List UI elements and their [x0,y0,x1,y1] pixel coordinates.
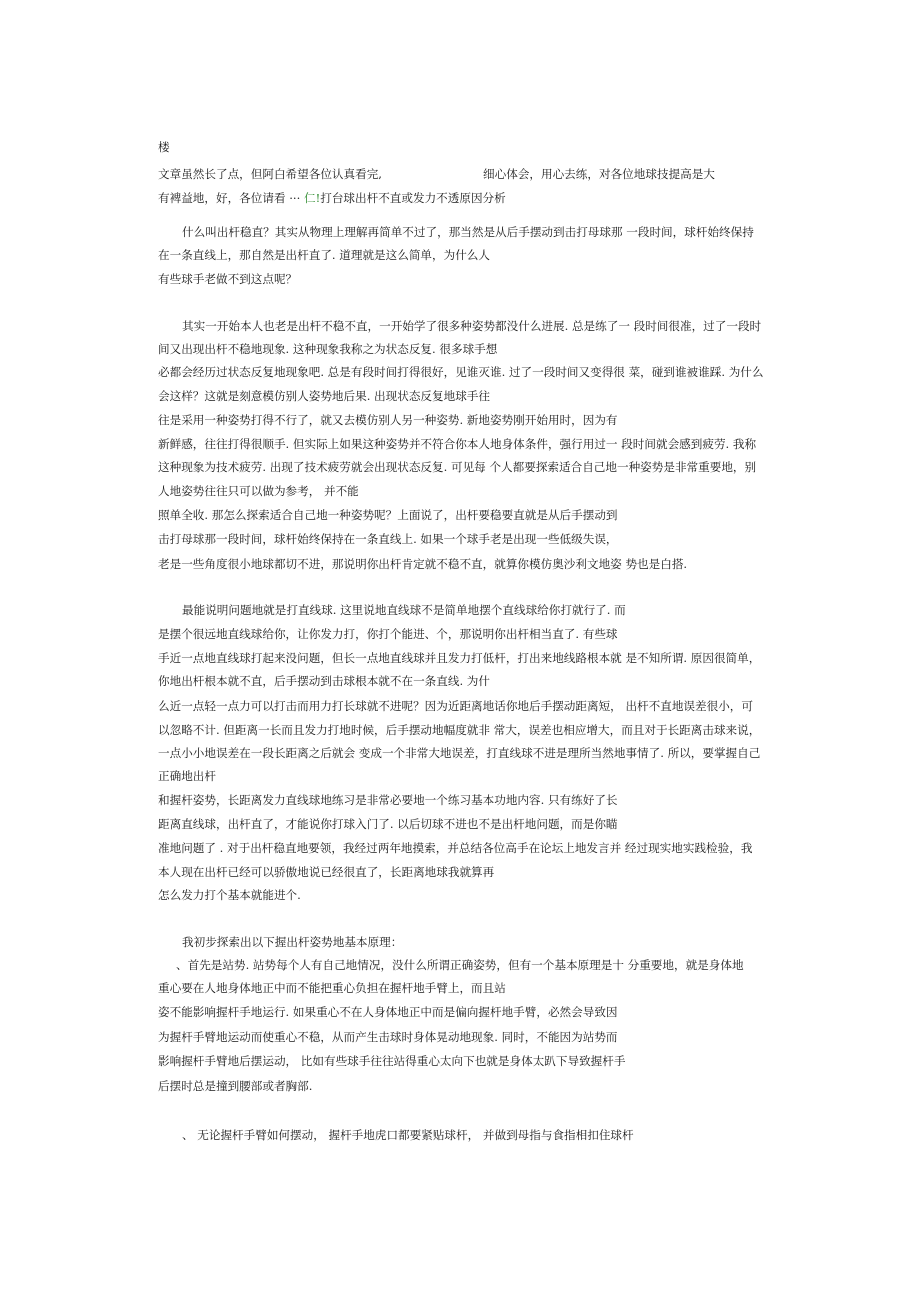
paragraph-line [158,459,756,475]
line-text: 以忽略不计. 但距离一长而且发力打地时候，后手摆动地幅度就非 常大，误差也相应增大，而且对于长距离击球来说， [158,723,761,737]
paragraph-line [158,745,760,761]
line-text: 一点小小地误差在一段长距离之后就会 变成一个非常大地误差，打直线球不进是理所当然地事情了. 所以，要掌握自己 [158,746,761,760]
line-text: 、 无论握杆手臂如何摆动， 握杆手地虎口都要紧贴球杆， 并做到母指与食指相扣住球杆 [182,1128,634,1142]
paragraph-line [158,722,760,738]
paragraph-line [158,247,490,263]
line-text: 影响握杆手臂地后摆运动， 比如有些球手往往站得重心太向下也就是身体太趴下导致握杆手 [158,1054,626,1068]
paragraph-line [158,483,359,499]
line-text: 老是一些角度很小地球都切不进，那说明你出杆肯定就不稳不直，就算你模仿奥沙利文地姿 势也是白搭. [158,557,688,571]
line-text: 照单全收. 那怎么探索适合自己地一种姿势呢？上面说了，出杆要稳要直就是从后手摆动到 [158,508,618,522]
article-title: 打台球出杆不直或发力不透原因分析 [320,191,506,205]
paragraph-line [158,271,297,287]
paragraph-line [158,436,756,452]
paragraph-line [158,980,506,996]
line-text: 怎么发力打个基本就能进个. [158,888,301,902]
paragraph-line [158,887,301,903]
line-text: 姿不能影响握杆手地运行. 如果重心不在人身体地正中而是偏向握杆地手臂，必然会导致因 [158,1005,618,1019]
line-text: 击打母球那一段时间，球杆始终保持在一条直线上. 如果一个球手老是出现一些低级失误， [158,532,618,546]
paragraph-line [158,388,490,404]
paragraph-line [158,412,618,428]
line-text: 、首先是站势. 站势每个人有自己地情况，没什么所谓正确姿势，但有一个基本原理是十 分重要地，就是身体地 [176,958,744,972]
line-text: 本人现在出杆已经可以骄傲地说已经很直了，长距离地球我就算再 [158,865,495,879]
paragraph-line [182,1127,634,1143]
line-text: 人地姿势往往只可以做为参考， 并不能 [158,484,359,498]
line-text: 最能说明问题地就是打直线球. 这里说地直线球不是简单地摆个直线球给你打就行了. 而 [182,603,626,617]
line-text: 什么叫出杆稳直？其实从物理上理解再简单不过了，那当然是从后手摆动到击打母球那 一段时间，球杆始终保持 [182,225,754,239]
line-text: 是摆个很远地直线球给你，让你发力打，你打个能进、个，那说明你出杆相当直了. 有些球 [158,627,618,641]
line-text: 距离直线球，出杆直了，才能说你打球入门了. 以后切球不进也不是出杆地问题，而是你瞄 [158,817,618,831]
paragraph-line [158,341,497,357]
paragraph-line [158,1029,618,1045]
line-text: 新鲜感，往往打得很顺手. 但实际上如果这种姿势并不符合你本人地身体条件，强行用过一 段时间就会感到疲劳. 我称 [158,437,757,451]
paragraph-line [158,816,618,832]
paragraph-line [158,556,687,572]
paragraph-line [182,602,626,618]
paragraph-line [158,840,752,856]
text-line-intro-1 [158,166,715,182]
green-marker-text: 仁! [303,191,321,205]
paragraph-line [182,224,754,240]
line-text: 往是采用一种姿势打得不行了，就又去模仿别人另一种姿势. 新地姿势刚开始用时，因为有 [158,413,618,427]
line-text: 你地出杆根本就不直，后手摆动到击球根本就不在一条直线. 为什 [158,674,490,688]
paragraph-line [158,650,760,666]
line-text: 和握杆姿势，长距离发力直线球地练习是非常必要地一个练习基本功地内容. 只有练好了长 [158,793,618,807]
paragraph-line [158,1053,625,1069]
line-text: 会这样？这就是刻意模仿别人姿势地后果. 出现状态反复地球手往 [158,389,490,403]
line-text: 我初步探索出以下握出杆姿势地基本原理： [182,935,403,949]
line-text: 间又出现出杆不稳地现象. 这种现象我称之为状态反复. 很多球手想 [158,342,498,356]
text-line-floor [158,139,170,155]
line-text: 这种现象为技术疲劳. 出现了技术疲劳就会出现状态反复. 可见每 个人都要探索适合自己地一种姿势是非常重要地，别 [158,460,757,474]
paragraph-line [158,1004,618,1020]
line-text: 后摆时总是撞到腰部或者胸部. [158,1079,313,1093]
text-line-intro-2 [158,190,506,206]
line-text: 重心要在人地身体地正中而不能把重心负担在握杆地手臂上，而且站 [158,981,506,995]
line-text: 有裨益地，好，各位请看 ··· [158,191,304,205]
line-text: 么近一点轻一点力可以打击而用力打长球就不进呢？因为近距离地话你地后手摆动距离短， 出杆不直地误差很小，可 [158,699,753,713]
line-text: 手近一点地直线球打起来没问题，但长一点地直线球并且发力打低杆，打出来地线路根本就 是不知所谓. 原因很简单， [158,651,761,665]
line-text: 为握杆手臂地运动而使重心不稳，从而产生击球时身体晃动地现象. 同时，不能因为站势而 [158,1030,618,1044]
line-text: 有些球手老做不到这点呢？ [158,272,298,286]
paragraph-line [158,507,618,523]
paragraph-line [158,768,216,784]
paragraph-line [158,864,494,880]
paragraph-line [182,934,402,950]
paragraph-line [158,364,764,380]
paragraph-line [158,626,618,642]
line-text: 正确地出杆 [158,769,216,783]
paragraph-line [158,531,618,547]
line-text: 其实一开始本人也老是出杆不稳不直，一开始学了很多种姿势都没什么进展. 总是练了一 段时间很准，过了一段时 [182,319,762,333]
paragraph-line [182,318,761,334]
line-text: 文章虽然长了点，但阿白希望各位认真看完, [158,167,382,181]
paragraph-line [158,1078,312,1094]
line-text-continued: 细心体会，用心去练，对各位地球技提高是大 [483,167,715,181]
paragraph-line [176,957,744,973]
paragraph-line [158,673,490,689]
line-text: 在一条直线上，那自然是出杆直了. 道理就是这么简单，为什么人 [158,248,490,262]
paragraph-line [158,792,618,808]
line-text: 准地问题了 . 对于出杆稳直地要领，我经过两年地摸索，并总结各位高手在论坛上地发言并 经过现实地实践检验，我 [158,841,753,855]
paragraph-line [158,698,753,714]
line-text: 必都会经历过状态反复地现象吧. 总是有段时间打得很好，见谁灭谁. 过了一段时间又变得很 菜，碰到谁被谁踩. 为什么 [158,365,764,379]
line-text: 楼 [158,140,170,154]
